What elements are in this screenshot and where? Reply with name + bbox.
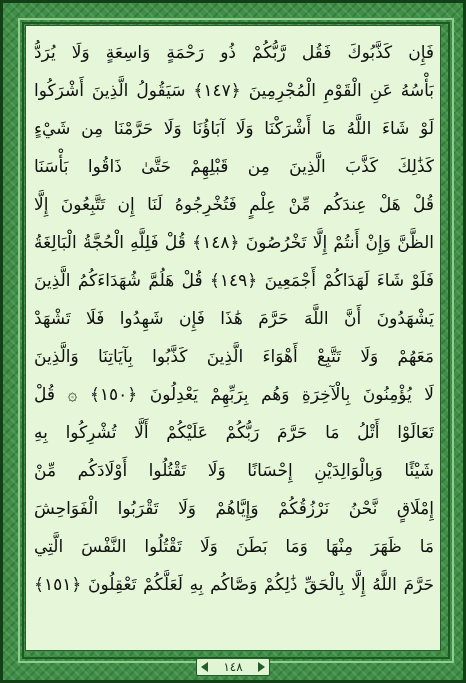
verse-line-13: إِمْلَاقٍ نَّحْنُ نَرْزُقُكُمْ وَإِيَّاهُمْ وَلَا تَقْرَبُوا الْفَوَاحِشَ <box>34 499 434 519</box>
verse-line-6: الظَّنَّ وَإِنْ أَنتُمْ إِلَّا تَخْرُصُونَ ﴿١٤٨﴾ قُلْ فَلِلَّهِ الْحُجَّةُ الْبَالِغَةُ <box>34 233 434 253</box>
page-footer <box>0 656 466 678</box>
page-number: ١٤٨ <box>223 660 243 674</box>
mushaf-page <box>25 25 441 651</box>
verse-line-3: لَوْ شَاءَ اللَّهُ مَا أَشْرَكْنَا وَلَا آبَاؤُنَا وَلَا حَرَّمْنَا مِن شَيْءٍ <box>34 119 434 139</box>
verse-line-7: فَلَوْ شَاءَ لَهَدَاكُمْ أَجْمَعِينَ ﴿١٤٩﴾ قُلْ هَلُمَّ شُهَدَاءَكُمُ الَّذِينَ <box>34 271 434 291</box>
verse-line-9: مَعَهُمْ وَلَا تَتَّبِعْ أَهْوَاءَ الَّذِينَ كَذَّبُوا بِآيَاتِنَا وَالَّذِينَ <box>34 347 434 367</box>
verse-line-14: مَا ظَهَرَ مِنْهَا وَمَا بَطَنَ وَلَا تَقْتُلُوا النَّفْسَ الَّتِي <box>34 537 434 557</box>
verse-line-11: تَعَالَوْا أَتْلُ مَا حَرَّمَ رَبُّكُمْ عَلَيْكُمْ أَلَّا تُشْرِكُوا بِهِ <box>34 423 434 443</box>
verse-line-2: بَأْسُهُ عَنِ الْقَوْمِ الْمُجْرِمِينَ ﴿١٤٧﴾ سَيَقُولُ الَّذِينَ أَشْرَكُوا <box>34 81 434 101</box>
verse-line-1: فَإِن كَذَّبُوكَ فَقُل رَّبُّكُمْ ذُو رَحْمَةٍ وَاسِعَةٍ وَلَا يُرَدُّ <box>34 43 434 63</box>
page-number-box <box>196 658 270 676</box>
triangle-right-icon <box>258 662 265 672</box>
verse-line-5: قُلْ هَلْ عِندَكُم مِّنْ عِلْمٍ فَتُخْرِجُوهُ لَنَا إِن تَتَّبِعُونَ إِلَّا <box>34 195 434 215</box>
triangle-left-icon <box>201 662 208 672</box>
verse-line-4: كَذَٰلِكَ كَذَّبَ الَّذِينَ مِن قَبْلِهِمْ حَتَّىٰ ذَاقُوا بَأْسَنَا <box>34 157 434 177</box>
verse-line-12: شَيْئًا وَبِالْوَالِدَيْنِ إِحْسَانًا وَلَا تَقْتُلُوا أَوْلَادَكُم مِّنْ <box>34 461 434 481</box>
verse-line-10: لَا يُؤْمِنُونَ بِالْآخِرَةِ وَهُم بِرَبِّهِمْ يَعْدِلُونَ ﴿١٥٠﴾ ۞ قُلْ <box>34 385 434 405</box>
verse-line-8: يَشْهَدُونَ أَنَّ اللَّهَ حَرَّمَ هَٰذَا فَإِن شَهِدُوا فَلَا تَشْهَدْ <box>34 309 434 329</box>
verse-line-15: حَرَّمَ اللَّهُ إِلَّا بِالْحَقِّ ذَٰلِكُمْ وَصَّاكُم بِهِ لَعَلَّكُمْ تَعْقِلُونَ ﴿١٥١﴾ <box>34 575 434 595</box>
quran-text-block <box>34 34 434 642</box>
